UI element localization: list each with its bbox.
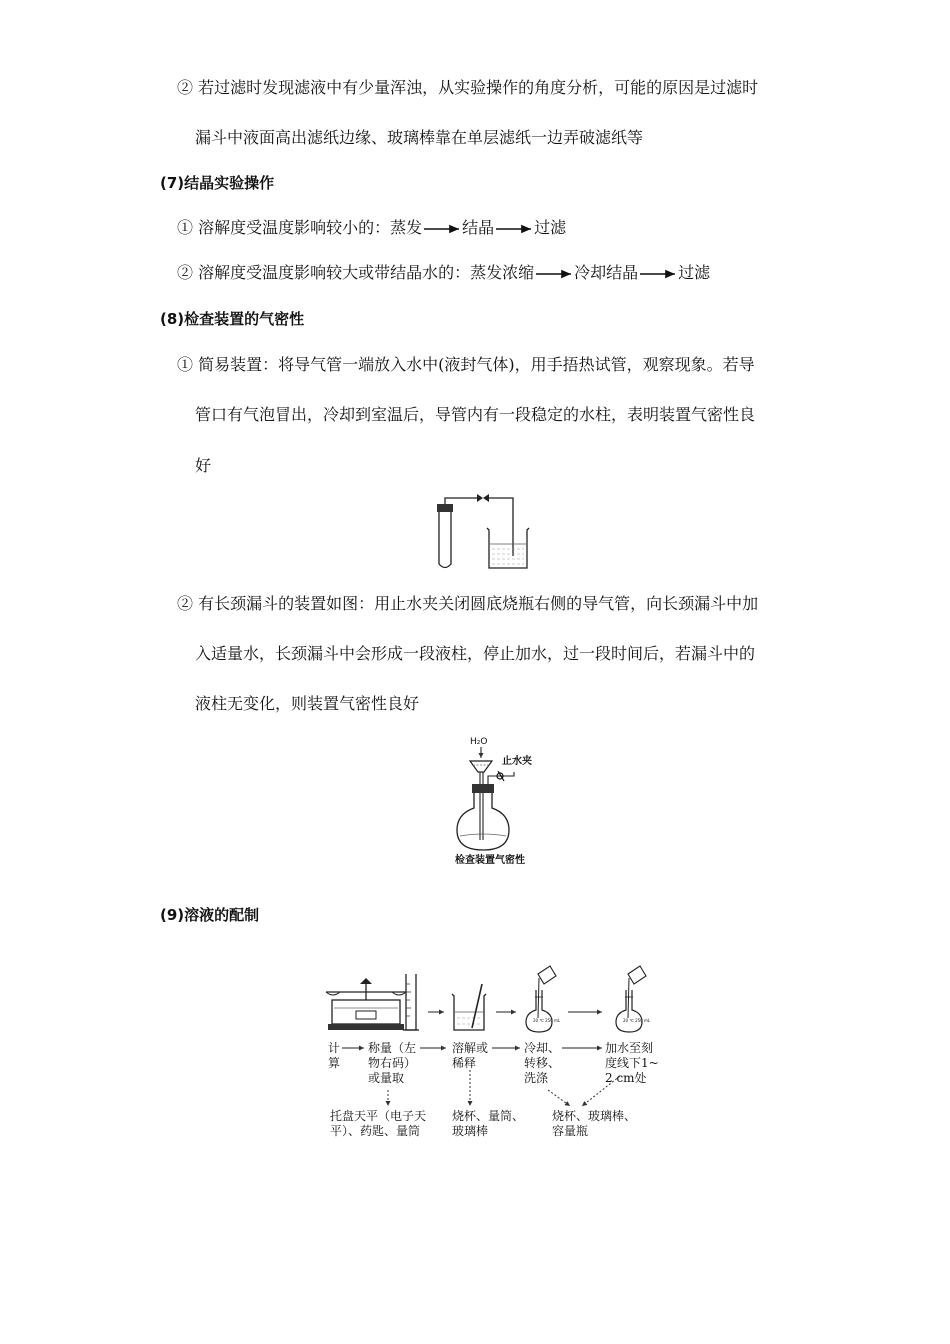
beaker-icon	[487, 528, 529, 568]
crystallization-item-2-step-3: 过滤	[678, 263, 711, 282]
step-dissolve: 溶解或 稀释	[452, 1041, 489, 1070]
tools-transfer: 烧杯、玻璃棒、 容量瓶	[552, 1109, 637, 1138]
airtightness-item-1-line-3: 好	[195, 456, 212, 475]
airtightness-item-1-line-2: 管口有气泡冒出，冷却到室温后，导管内有一段稳定的水柱，表明装置气密性良	[195, 405, 756, 424]
crystallization-item-1-step-3: 过滤	[534, 218, 567, 237]
right-arrow-icon	[535, 268, 573, 280]
step-calculate: 计 算	[328, 1041, 341, 1070]
beaker-glass-rod-icon	[452, 984, 486, 1030]
volumetric-flask-pouring-icon	[616, 966, 651, 1032]
crystallization-item-1	[177, 218, 566, 238]
crystallization-item-2-prefix: ② 溶解度受温度影响较大或带结晶水的：蒸发浓缩	[177, 263, 535, 282]
funnel-flask-figure	[452, 732, 542, 852]
airtightness-item-2-line-3: 液柱无变化，则装置气密性良好	[195, 694, 420, 713]
crystallization-heading: (7)结晶实验操作	[160, 174, 275, 192]
solution-prep-illustrations	[320, 962, 680, 1042]
airtightness-item-2-line-1: ② 有长颈漏斗的装置如图：用止水夹关闭圆底烧瓶右侧的导气管，向长颈漏斗中加	[177, 594, 759, 613]
rubber-tube-icon	[477, 494, 489, 502]
volumetric-flask-pouring-icon	[526, 966, 561, 1032]
filter-note-line-1: ② 若过滤时发现滤液中有少量浑浊，从实验操作的角度分析，可能的原因是过滤时	[177, 78, 759, 97]
volumetric-flask-label: 20 ℃ 250 mL	[623, 1018, 651, 1023]
h2o-label: H₂O	[470, 737, 488, 747]
clamp-label: 止水夹	[502, 756, 532, 767]
airtightness-heading: (8)检查装置的气密性	[160, 310, 305, 328]
right-arrow-icon	[495, 223, 533, 235]
step-add-water: 加水至刻 度线下1~ 2 cm处	[605, 1041, 659, 1085]
crystallization-item-1-prefix: ① 溶解度受温度影响较小的：蒸发	[177, 218, 423, 237]
tools-dissolving: 烧杯、量筒、 玻璃棒	[452, 1109, 525, 1138]
airtightness-item-2-line-2: 入适量水，长颈漏斗中会形成一段液柱，停止加水，过一段时间后，若漏斗中的	[195, 644, 756, 663]
measuring-cylinder-icon	[403, 974, 419, 1030]
volumetric-flask-label: 20 ℃ 250 mL	[533, 1018, 561, 1023]
airtightness-item-1-line-1: ① 简易装置：将导气管一端放入水中(液封气体)，用手捂热试管，观察现象。若导	[177, 355, 755, 374]
crystallization-item-1-step-2: 结晶	[462, 218, 495, 237]
crystallization-item-2	[177, 263, 710, 283]
filter-note-line-2: 漏斗中液面高出滤纸边缘、玻璃棒靠在单层滤纸一边弄破滤纸等	[195, 128, 644, 147]
tools-weighing: 托盘天平（电子天 平）、药匙、量筒	[330, 1109, 427, 1138]
figure-caption: 检查装置气密性	[455, 855, 525, 866]
right-arrow-icon	[423, 223, 461, 235]
right-arrow-icon	[639, 268, 677, 280]
stopper-icon	[472, 784, 494, 793]
balance-icon	[326, 978, 406, 1030]
step-weigh: 称量（左 物右码） 或量取	[368, 1041, 417, 1085]
crystallization-item-2-step-2: 冷却结晶	[574, 263, 639, 282]
dashed-down-arrow-icon	[548, 1090, 570, 1106]
long-neck-funnel-icon	[470, 761, 492, 772]
simple-apparatus-figure	[425, 488, 535, 574]
step-transfer: 冷却、 转移、 洗涤	[524, 1041, 561, 1085]
solution-prep-heading: (9)溶液的配制	[160, 906, 260, 924]
stopper-icon	[437, 504, 453, 512]
